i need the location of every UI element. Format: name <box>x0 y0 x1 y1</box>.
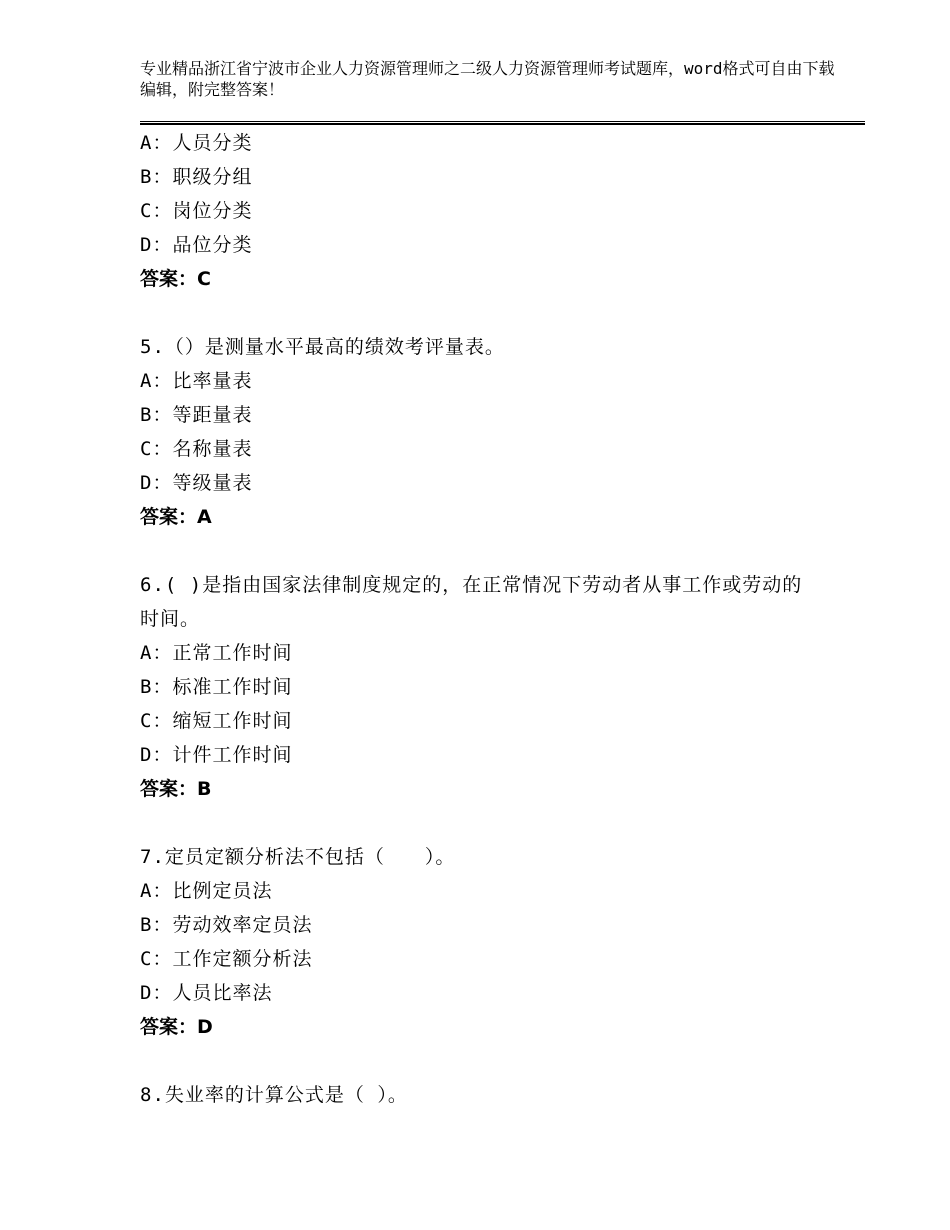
option-a: A：人员分类 <box>140 132 253 154</box>
question-block <box>140 840 840 1044</box>
question-list <box>140 126 840 1112</box>
option-c: C：缩短工作时间 <box>140 710 293 732</box>
option-b: B：标准工作时间 <box>140 676 293 698</box>
option-a: A：比率量表 <box>140 370 253 392</box>
question-stem: 7.定员定额分析法不包括（ ）。 <box>140 846 456 868</box>
question-block <box>140 1078 840 1112</box>
answer-label: 答案：C <box>140 268 211 290</box>
question-stem: 8.失业率的计算公式是（ ）。 <box>140 1084 408 1106</box>
question-block <box>140 330 840 534</box>
option-a: A：正常工作时间 <box>140 642 293 664</box>
question-block <box>140 126 840 296</box>
option-d: D：人员比率法 <box>140 982 273 1004</box>
option-c: C：工作定额分析法 <box>140 948 313 970</box>
answer-label: 答案：A <box>140 506 212 528</box>
option-c: C：名称量表 <box>140 438 253 460</box>
spacer <box>140 534 840 568</box>
option-b: B：等距量表 <box>140 404 253 426</box>
document-header: 专业精品浙江省宁波市企业人力资源管理师之二级人力资源管理师考试题库，word格式可自由下载编辑，附完整答案！ <box>140 59 835 99</box>
question-stem: 6.( )是指由国家法律制度规定的，在正常情况下劳动者从事工作或劳动的时间。 <box>140 574 803 630</box>
question-block <box>140 568 840 806</box>
answer-label: 答案：D <box>140 1016 213 1038</box>
header-divider <box>140 121 865 125</box>
option-d: D：等级量表 <box>140 472 253 494</box>
option-b: B：职级分组 <box>140 166 253 188</box>
option-c: C：岗位分类 <box>140 200 253 222</box>
option-d: D：计件工作时间 <box>140 744 293 766</box>
option-b: B：劳动效率定员法 <box>140 914 313 936</box>
option-d: D：品位分类 <box>140 234 253 256</box>
spacer <box>140 296 840 330</box>
spacer <box>140 806 840 840</box>
spacer <box>140 1044 840 1078</box>
option-a: A：比例定员法 <box>140 880 273 902</box>
answer-label: 答案：B <box>140 778 212 800</box>
question-stem: 5.（）是测量水平最高的绩效考评量表。 <box>140 336 505 358</box>
